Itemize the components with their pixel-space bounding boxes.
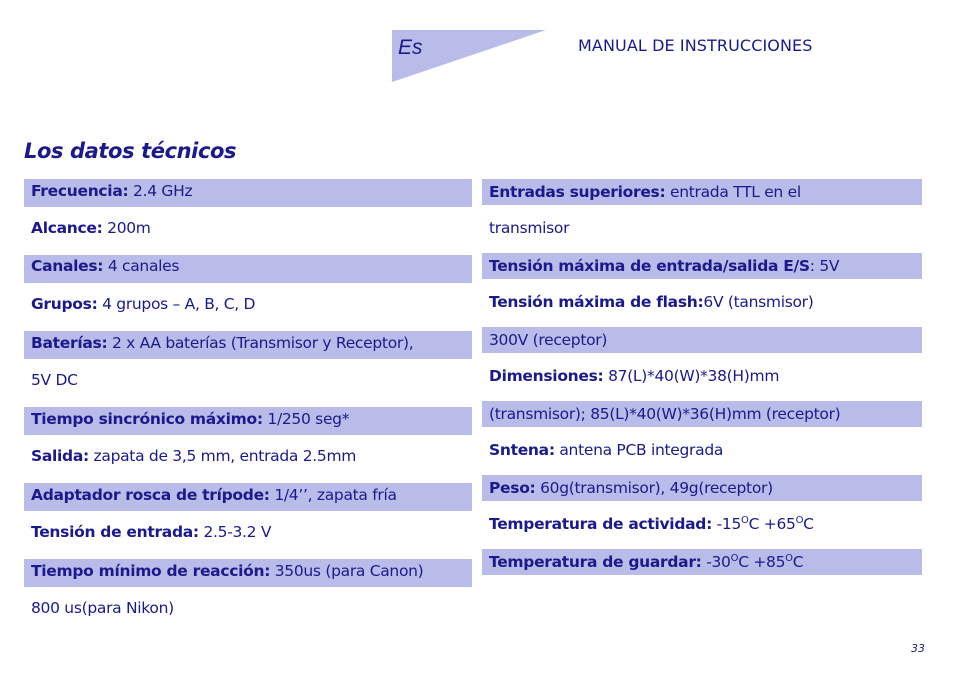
spec-value-end: C: [792, 553, 804, 571]
spec-text: [489, 553, 803, 571]
spec-value: 350us (para Canon): [270, 562, 424, 580]
spec-row: [24, 597, 472, 635]
spec-value: (transmisor); 85(L)*40(W)*36(H)mm (receptor): [489, 405, 841, 423]
spec-value-mid: C +65: [748, 515, 796, 533]
spec-label: Tiempo sincrónico máximo:: [31, 410, 263, 428]
section-title: Los datos técnicos: [24, 139, 237, 163]
spec-value: 2 x AA baterías (Transmisor y Receptor),: [107, 334, 414, 352]
spec-value: 6V (tansmisor): [703, 293, 814, 311]
degree-mark: O: [795, 515, 804, 526]
spec-value: zapata de 3,5 mm, entrada 2.5mm: [88, 447, 357, 465]
spec-row: [24, 521, 472, 559]
language-label: Es: [398, 36, 423, 59]
spec-label: Alcance:: [31, 219, 103, 237]
spec-row: [482, 289, 922, 327]
spec-text: [31, 599, 174, 617]
spec-value: -30: [701, 553, 731, 571]
spec-row: [24, 407, 472, 435]
spec-label: Baterías:: [31, 334, 108, 352]
spec-row: [24, 559, 472, 587]
specs-left-column: [24, 179, 472, 635]
spec-text: [31, 182, 192, 200]
spec-value: 2.5-3.2 V: [198, 523, 272, 541]
spec-value: entrada TTL en el: [665, 183, 801, 201]
spec-label: Adaptador rosca de trípode:: [31, 486, 270, 504]
spec-text: [489, 293, 814, 311]
spec-label: Tensión máxima de flash:: [489, 293, 704, 311]
spec-text: [31, 410, 349, 428]
spec-label: Sntena:: [489, 441, 555, 459]
spec-value: 200m: [102, 219, 151, 237]
spec-row: [24, 445, 472, 483]
spec-label: Grupos:: [31, 295, 98, 313]
spec-value: 1/250 seg*: [262, 410, 350, 428]
spec-text: [31, 523, 271, 541]
spec-label: Dimensiones:: [489, 367, 604, 385]
spec-value: 800 us(para Nikon): [31, 599, 174, 617]
spec-text: [31, 371, 78, 389]
spec-text: [31, 447, 356, 465]
spec-text: [489, 479, 773, 497]
spec-row: [24, 293, 472, 331]
spec-row: [24, 179, 472, 207]
spec-row: [482, 179, 922, 205]
spec-row: [482, 549, 922, 575]
degree-mark: O: [741, 515, 749, 526]
spec-label: Tiempo mínimo de reacción:: [31, 562, 271, 580]
spec-text: [489, 257, 839, 275]
spec-value: 4 canales: [103, 257, 180, 275]
spec-row: [482, 215, 922, 253]
spec-text: [489, 219, 569, 237]
spec-text: [489, 515, 814, 533]
spec-value-mid: C +85: [738, 553, 786, 571]
spec-text: [31, 295, 255, 313]
spec-row: [482, 327, 922, 353]
spec-text: [31, 562, 423, 580]
spec-text: [31, 486, 397, 504]
spec-row: [482, 401, 922, 427]
spec-label: Tensión máxima de entrada/salida E/S: [489, 257, 810, 275]
spec-text: [489, 331, 607, 349]
spec-row: [482, 511, 922, 549]
spec-row: [482, 363, 922, 401]
spec-label: Temperatura de actividad:: [489, 515, 712, 533]
spec-row: [482, 437, 922, 475]
spec-value: 300V (receptor): [489, 331, 608, 349]
spec-value: 2.4 GHz: [128, 182, 193, 200]
spec-value: 60g(transmisor), 49g(receptor): [535, 479, 773, 497]
spec-text: [31, 257, 179, 275]
spec-label: Temperatura de guardar:: [489, 553, 702, 571]
degree-mark: O: [785, 553, 793, 564]
spec-text: [489, 441, 723, 459]
spec-row: [482, 475, 922, 501]
spec-row: [24, 217, 472, 255]
spec-row: [24, 331, 472, 359]
spec-label: Frecuencia:: [31, 182, 129, 200]
specs-right-column: [482, 179, 922, 585]
spec-text: [489, 405, 840, 423]
page-number: 33: [911, 642, 925, 655]
spec-text: [31, 219, 151, 237]
spec-label: Entradas superiores:: [489, 183, 666, 201]
spec-value-end: C: [803, 515, 814, 533]
spec-value: 5V DC: [31, 371, 78, 389]
spec-text: [489, 367, 779, 385]
spec-value: antena PCB integrada: [554, 441, 724, 459]
spec-value: -15: [711, 515, 742, 533]
spec-label: Tensión de entrada:: [31, 523, 199, 541]
spec-label: Salida:: [31, 447, 89, 465]
spec-text: [489, 183, 801, 201]
manual-title: MANUAL DE INSTRUCCIONES: [578, 36, 813, 55]
spec-row: [24, 255, 472, 283]
spec-value: 4 grupos – A, B, C, D: [97, 295, 256, 313]
spec-value: transmisor: [489, 219, 570, 237]
spec-value: 87(L)*40(W)*38(H)mm: [603, 367, 780, 385]
spec-row: [24, 369, 472, 407]
spec-row: [482, 253, 922, 279]
spec-text: [31, 334, 413, 352]
spec-label: Canales:: [31, 257, 104, 275]
spec-value: : 5V: [809, 257, 840, 275]
spec-row: [24, 483, 472, 511]
spec-value: 1/4’’, zapata fría: [269, 486, 397, 504]
spec-label: Peso:: [489, 479, 536, 497]
degree-mark: O: [730, 553, 739, 564]
